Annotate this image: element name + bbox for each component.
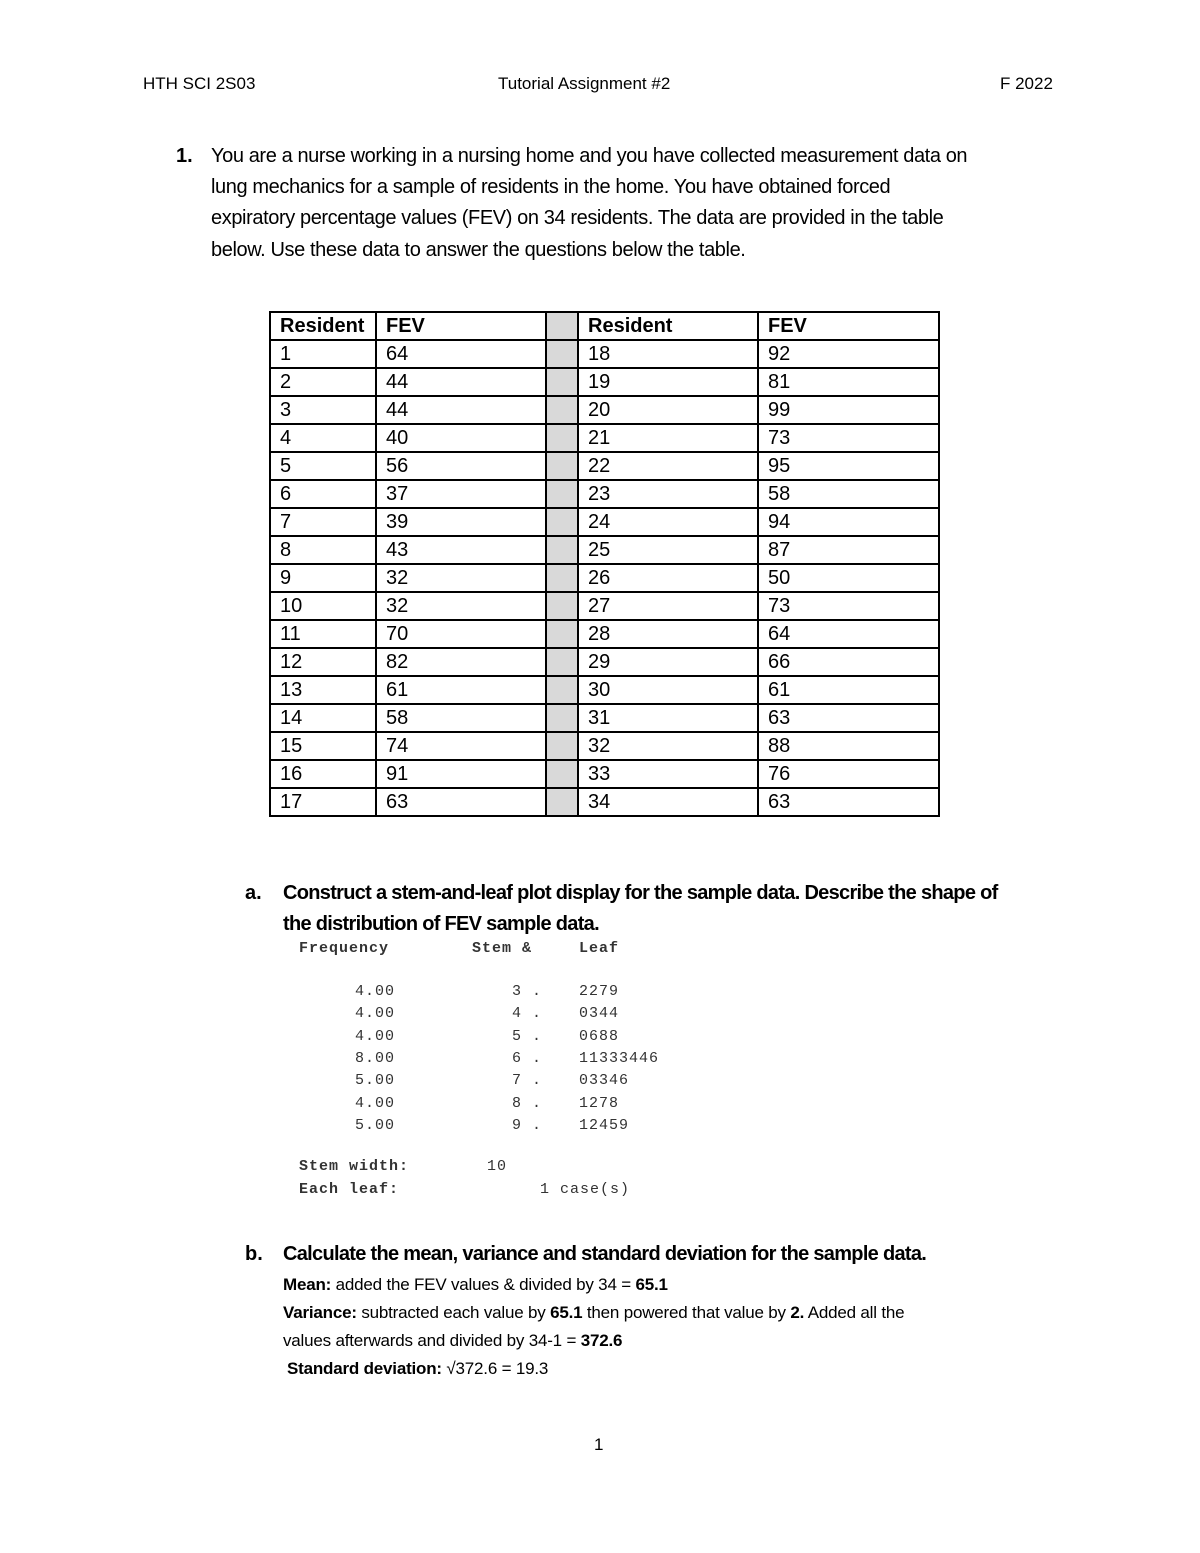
resident-cell: 16: [270, 760, 376, 788]
resident-cell: 6: [270, 480, 376, 508]
fev-cell: 99: [758, 396, 939, 424]
fev-cell: 64: [758, 620, 939, 648]
resident-cell: 9: [270, 564, 376, 592]
question-text-line: You are a nurse working in a nursing home and you have collected measurement data on: [211, 145, 968, 167]
header-title: Tutorial Assignment #2: [498, 74, 671, 93]
separator-column: [546, 648, 578, 676]
frequency-value: 4.00: [355, 1005, 396, 1023]
frequency-value: 4.00: [355, 1027, 396, 1045]
stem-value: 3 .: [512, 983, 543, 1000]
table-header-row: [270, 312, 939, 340]
question-number: 1.: [176, 145, 193, 167]
fev-cell: 58: [376, 704, 546, 732]
fev-data-table: [269, 311, 940, 817]
separator-column: [546, 564, 578, 592]
leaf-value: 12459: [579, 1116, 630, 1134]
frequency-value: 8.00: [355, 1049, 396, 1067]
table-row: [270, 396, 939, 424]
mean-text: added the FEV values & divided by 34 =: [331, 1275, 636, 1294]
stem-value: 6 .: [512, 1049, 543, 1067]
sd-answer: [287, 1359, 548, 1379]
separator-column: [546, 732, 578, 760]
mean-label: Mean:: [283, 1275, 332, 1294]
fev-cell: 70: [376, 620, 546, 648]
mean-answer: [283, 1275, 668, 1295]
resident-cell: 29: [578, 648, 758, 676]
resident-cell: 21: [578, 424, 758, 452]
fev-cell: 37: [376, 480, 546, 508]
sd-label: Standard deviation:: [287, 1359, 442, 1378]
resident-cell: 7: [270, 508, 376, 536]
fev-cell: 92: [758, 340, 939, 368]
fev-cell: 61: [758, 676, 939, 704]
separator-column: [546, 508, 578, 536]
variance-value: 372.6: [580, 1331, 623, 1350]
part-a-question-line: the distribution of FEV sample data.: [283, 913, 599, 935]
page-number: 1: [594, 1435, 604, 1454]
fev-cell: 95: [758, 452, 939, 480]
fev-cell: 74: [376, 732, 546, 760]
resident-cell: 3: [270, 396, 376, 424]
header-term: F 2022: [1000, 74, 1053, 93]
stem-value: 4 .: [512, 1005, 543, 1023]
table-row: [270, 760, 939, 788]
fev-cell: 63: [376, 788, 546, 816]
resident-cell: 24: [578, 508, 758, 536]
table-row: [270, 788, 939, 816]
fev-cell: 61: [376, 676, 546, 704]
leaf-value: 11333446: [579, 1049, 660, 1067]
stem-value: 7 .: [512, 1072, 543, 1090]
resident-cell: 18: [578, 340, 758, 368]
column-header: Resident: [578, 312, 758, 340]
fev-cell: 87: [758, 536, 939, 564]
resident-cell: 4: [270, 424, 376, 452]
variance-mean: 65.1: [550, 1303, 583, 1322]
each-leaf-label: Each leaf:: [299, 1181, 400, 1198]
fev-cell: 94: [758, 508, 939, 536]
column-header: Resident: [270, 312, 376, 340]
table-row: [270, 536, 939, 564]
header-course: HTH SCI 2S03: [143, 74, 256, 93]
stem-leaf-header: Stem &: [472, 940, 533, 957]
resident-cell: 13: [270, 676, 376, 704]
variance-text: subtracted each value by: [356, 1303, 551, 1322]
resident-cell: 27: [578, 592, 758, 620]
fev-cell: 91: [376, 760, 546, 788]
table-row: [270, 368, 939, 396]
resident-cell: 12: [270, 648, 376, 676]
separator-column: [546, 396, 578, 424]
resident-cell: 2: [270, 368, 376, 396]
resident-cell: 15: [270, 732, 376, 760]
frequency-value: 4.00: [355, 983, 396, 1000]
separator-column: [546, 620, 578, 648]
table-row: [270, 340, 939, 368]
leaf-value: 1278: [579, 1094, 620, 1112]
fev-cell: 58: [758, 480, 939, 508]
table-row: [270, 704, 939, 732]
separator-column: [546, 452, 578, 480]
fev-cell: 56: [376, 452, 546, 480]
resident-cell: 26: [578, 564, 758, 592]
fev-cell: 73: [758, 424, 939, 452]
table-row: [270, 648, 939, 676]
part-a-question-line: Construct a stem-and-leaf plot display for the sample data. Describe the shape of: [283, 882, 998, 904]
fev-cell: 63: [758, 704, 939, 732]
leaf-value: 03346: [579, 1072, 630, 1090]
fev-cell: 40: [376, 424, 546, 452]
separator-column: [546, 592, 578, 620]
table-row: [270, 508, 939, 536]
table-row: [270, 620, 939, 648]
question-text-line: below. Use these data to answer the questions below the table.: [211, 239, 746, 261]
fev-cell: 81: [758, 368, 939, 396]
frequency-value: 4.00: [355, 1094, 396, 1112]
variance-answer-line2: [283, 1331, 622, 1351]
fev-cell: 66: [758, 648, 939, 676]
table-row: [270, 424, 939, 452]
resident-cell: 14: [270, 704, 376, 732]
separator-column: [546, 704, 578, 732]
leaf-value: 0688: [579, 1027, 620, 1045]
variance-text: values afterwards and divided by 34-1 =: [283, 1331, 581, 1350]
resident-cell: 10: [270, 592, 376, 620]
separator-column: [546, 760, 578, 788]
variance-label: Variance:: [283, 1303, 357, 1322]
fev-cell: 32: [376, 592, 546, 620]
resident-cell: 32: [578, 732, 758, 760]
fev-cell: 44: [376, 396, 546, 424]
separator-column: [546, 312, 578, 340]
fev-cell: 32: [376, 564, 546, 592]
variance-power: 2.: [790, 1303, 805, 1322]
frequency-value: 5.00: [355, 1116, 396, 1134]
fev-cell: 64: [376, 340, 546, 368]
each-leaf-value: 1 case(s): [540, 1181, 631, 1198]
sd-text: √372.6 = 19.3: [441, 1359, 549, 1378]
fev-cell: 63: [758, 788, 939, 816]
resident-cell: 5: [270, 452, 376, 480]
resident-cell: 20: [578, 396, 758, 424]
stem-width-value: 10: [487, 1158, 508, 1175]
separator-column: [546, 480, 578, 508]
resident-cell: 30: [578, 676, 758, 704]
separator-column: [546, 788, 578, 816]
resident-cell: 17: [270, 788, 376, 816]
fev-cell: 44: [376, 368, 546, 396]
separator-column: [546, 340, 578, 368]
part-b-label: b.: [245, 1243, 263, 1265]
separator-column: [546, 536, 578, 564]
resident-cell: 19: [578, 368, 758, 396]
column-header: FEV: [376, 312, 546, 340]
resident-cell: 34: [578, 788, 758, 816]
stem-leaf-header: Frequency: [299, 940, 390, 957]
resident-cell: 8: [270, 536, 376, 564]
resident-cell: 11: [270, 620, 376, 648]
resident-cell: 31: [578, 704, 758, 732]
separator-column: [546, 368, 578, 396]
separator-column: [546, 424, 578, 452]
table-row: [270, 676, 939, 704]
fev-cell: 76: [758, 760, 939, 788]
resident-cell: 22: [578, 452, 758, 480]
fev-cell: 82: [376, 648, 546, 676]
leaf-value: 2279: [579, 983, 620, 1000]
question-text-line: expiratory percentage values (FEV) on 34 residents. The data are provided in the table: [211, 207, 944, 229]
table-row: [270, 564, 939, 592]
resident-cell: 33: [578, 760, 758, 788]
fev-cell: 39: [376, 508, 546, 536]
variance-text: Added all the: [804, 1303, 905, 1322]
question-text-line: lung mechanics for a sample of residents in the home. You have obtained forced: [211, 176, 891, 198]
table-row: [270, 480, 939, 508]
stem-width-label: Stem width:: [299, 1158, 410, 1175]
leaf-value: 0344: [579, 1005, 620, 1023]
table-row: [270, 732, 939, 760]
column-header: FEV: [758, 312, 939, 340]
separator-column: [546, 676, 578, 704]
table-row: [270, 452, 939, 480]
resident-cell: 23: [578, 480, 758, 508]
stem-value: 9 .: [512, 1116, 543, 1134]
resident-cell: 1: [270, 340, 376, 368]
part-a-label: a.: [245, 882, 262, 904]
fev-cell: 43: [376, 536, 546, 564]
stem-value: 8 .: [512, 1094, 543, 1112]
fev-cell: 88: [758, 732, 939, 760]
stem-value: 5 .: [512, 1027, 543, 1045]
variance-answer: [283, 1303, 904, 1323]
fev-cell: 73: [758, 592, 939, 620]
mean-value: 65.1: [635, 1275, 668, 1294]
frequency-value: 5.00: [355, 1072, 396, 1090]
variance-text: then powered that value by: [582, 1303, 791, 1322]
table-row: [270, 592, 939, 620]
stem-leaf-header: Leaf: [579, 940, 620, 957]
fev-cell: 50: [758, 564, 939, 592]
resident-cell: 25: [578, 536, 758, 564]
resident-cell: 28: [578, 620, 758, 648]
part-b-question: Calculate the mean, variance and standard deviation for the sample data.: [283, 1243, 927, 1265]
